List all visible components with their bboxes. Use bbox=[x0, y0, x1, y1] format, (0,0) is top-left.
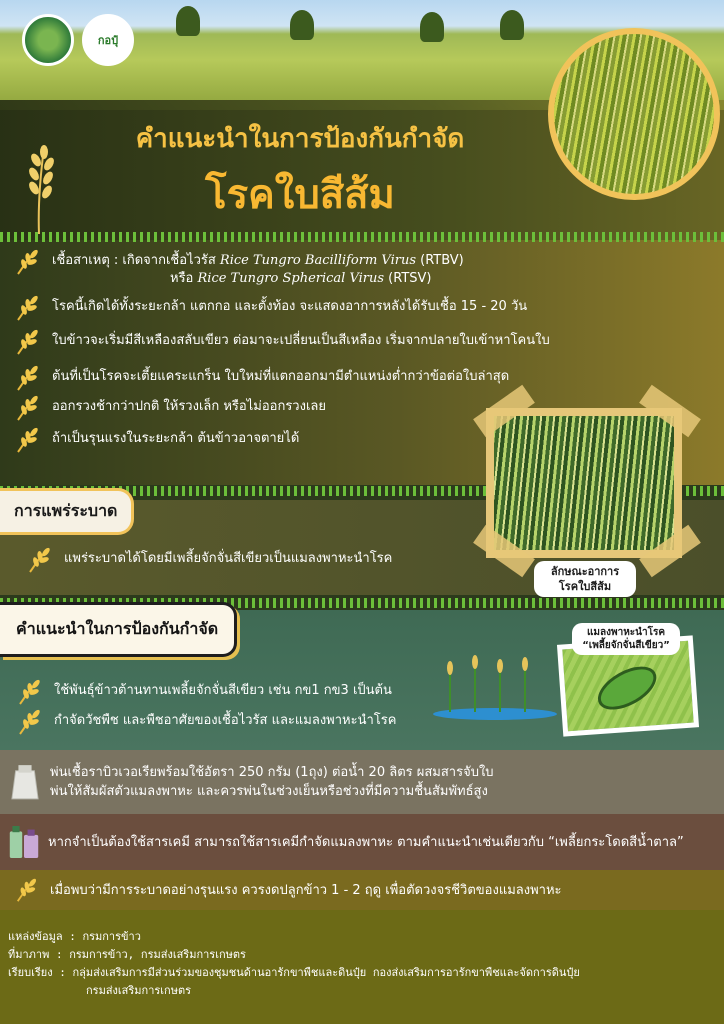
rice-ear-icon bbox=[26, 546, 54, 574]
compiler-label: เรียบเรียง : bbox=[8, 966, 66, 979]
fact-stunted bbox=[14, 364, 509, 392]
rice-ear-icon bbox=[14, 248, 42, 276]
fallow-band bbox=[0, 870, 724, 910]
tree-3 bbox=[420, 12, 444, 42]
chemical-band bbox=[0, 814, 724, 870]
biocontrol-line-1: พ่นเชื้อราบิวเวอเรียพร้อมใช้อัตรา 250 กรัม (1ถุง) ต่อน้ำ 20 ลิตร ผสมสารจับใบ bbox=[50, 765, 494, 780]
prevention-item bbox=[16, 708, 396, 736]
department-logo bbox=[22, 14, 74, 66]
prevention-heading: คำแนะนำในการป้องกันกำจัด bbox=[0, 602, 237, 657]
cause-prefix: เชื้อสาเหตุ : เกิดจากเชื้อไวรัส bbox=[52, 253, 220, 268]
biocontrol-line-2: พ่นให้สัมผัสตัวแมลงพาหะ และควรพ่นในช่วงเย็นหรือช่วงที่มีความชื้นสัมพัทธ์สูง bbox=[50, 784, 488, 799]
rice-ear-icon bbox=[14, 877, 40, 903]
rice-ear-icon bbox=[16, 678, 44, 706]
fact-text: โรคนี้เกิดได้ทั้งระยะกล้า แตกกอ และตั้งท้อง จะแสดงอาการหลังได้รับเชื้อ 15 - 20 วัน bbox=[52, 299, 528, 314]
page-title: คำแนะนำในการป้องกันกำจัด bbox=[135, 124, 465, 154]
rice-ear-decoration bbox=[14, 138, 64, 234]
ministry-logo bbox=[82, 14, 134, 66]
image-credit-value: กรมการข้าว, กรมส่งเสริมการเกษตร bbox=[69, 948, 246, 961]
chemical-text: หากจำเป็นต้องใช้สารเคมี สามารถใช้สารเคมีกำจัดแมลงพาหะ ตามคำแนะนำเช่นเดียวกับ “เพลี้ยกระโดดสีน้ำตาล” bbox=[48, 834, 684, 850]
footer-compiler bbox=[8, 964, 580, 982]
spread-heading: การแพร่ระบาด bbox=[0, 488, 134, 535]
rice-ear-icon bbox=[14, 294, 42, 322]
sack-icon bbox=[10, 763, 40, 801]
virus-abbr-2: (RTSV) bbox=[384, 271, 432, 286]
footer-source bbox=[8, 928, 141, 946]
fact-text: ออกรวงช้ากว่าปกติ ให้รวงเล็ก หรือไม่ออกรวงเลย bbox=[52, 399, 326, 414]
prevention-text: ใช้พันธุ์ข้าวต้านทานเพลี้ยจักจั่นสีเขียว เช่น กข1 กข3 เป็นต้น bbox=[54, 683, 392, 698]
fact-text: ต้นที่เป็นโรคจะเตี้ยแคระแกร็น ใบใหม่ที่แตกออกมามีตำแหน่งต่ำกว่าข้อต่อใบล่าสุด bbox=[52, 369, 510, 384]
leafhopper-caption bbox=[572, 623, 680, 655]
fact-text: ถ้าเป็นรุนแรงในระยะกล้า ต้นข้าวอาจตายได้ bbox=[52, 431, 300, 446]
footer bbox=[0, 910, 724, 1024]
bug-caption-line-1: แมลงพาหะนำโรค bbox=[586, 627, 666, 638]
caption-line-2: โรคใบสีส้ม bbox=[558, 580, 612, 593]
leafhopper-body bbox=[591, 658, 663, 719]
biocontrol-text bbox=[50, 763, 494, 801]
virus-abbr-1: (RTBV) bbox=[416, 253, 464, 268]
page-subtitle: โรคใบสีส้ม bbox=[205, 172, 395, 218]
virus-name-1: Rice Tungro Bacilliform Virus bbox=[219, 253, 416, 268]
cause-or: หรือ bbox=[170, 271, 198, 286]
fact-leaf-color bbox=[14, 328, 550, 356]
fact-severe bbox=[14, 426, 299, 454]
source-label: แหล่งข้อมูล : bbox=[8, 930, 76, 943]
spread-text: แพร่ระบาดได้โดยมีเพลี้ยจักจั่นสีเขียวเป็นแมลงพาหะนำโรค bbox=[64, 551, 393, 566]
tree-4 bbox=[500, 10, 524, 40]
caption-line-1: ลักษณะอาการ bbox=[550, 565, 620, 578]
fact-text: ใบข้าวจะเริ่มมีสีเหลืองสลับเขียว ต่อมาจะเปลี่ยนเป็นสีเหลือง เริ่มจากปลายใบเข้าหาโคนใบ bbox=[52, 333, 550, 348]
rice-field-circle-photo bbox=[548, 28, 720, 200]
chemical-bottle-icon bbox=[8, 824, 40, 860]
bug-caption-line-2: “เพลี้ยจักจั่นสีเขียว” bbox=[582, 640, 670, 651]
rice-ear-icon bbox=[14, 394, 42, 422]
logo-text: กอปุ๋ bbox=[97, 34, 119, 47]
rice-ear-icon bbox=[14, 426, 42, 454]
fact-stage bbox=[14, 294, 527, 322]
rice-seedlings-illustration bbox=[430, 650, 560, 722]
rice-ear-icon bbox=[14, 328, 42, 356]
prevention-item bbox=[16, 678, 392, 706]
source-value: กรมการข้าว bbox=[82, 930, 141, 943]
prevention-text: กำจัดวัชพืช และพืชอาศัยของเชื้อไวรัส และแมลงพาหะนำโรค bbox=[54, 713, 397, 728]
compiler-value-2: กรมส่งเสริมการเกษตร bbox=[86, 984, 192, 997]
tree-2 bbox=[290, 10, 314, 40]
spread-item bbox=[26, 546, 392, 574]
virus-name-2: Rice Tungro Spherical Virus bbox=[197, 271, 385, 286]
rice-ear-icon bbox=[14, 364, 42, 392]
image-credit-label: ที่มาภาพ : bbox=[8, 948, 63, 961]
fact-panicle bbox=[14, 394, 326, 422]
tree-1 bbox=[176, 6, 200, 36]
footer-image-credit bbox=[8, 946, 246, 964]
symptom-photo-caption bbox=[534, 561, 636, 597]
compiler-value-1: กลุ่มส่งเสริมการมีส่วนร่วมของชุมชนด้านอารักขาพืชและดินปุ๋ย กองส่งเสริมการอารักขาพืชและจัดการดินปุ๋ย bbox=[72, 966, 580, 979]
rice-ear-icon bbox=[16, 708, 44, 736]
biocontrol-band bbox=[0, 750, 724, 814]
footer-compiler-cont bbox=[86, 982, 191, 1000]
fact-cause bbox=[14, 248, 464, 288]
symptom-photo bbox=[486, 408, 682, 558]
fallow-text: เมื่อพบว่ามีการระบาดอย่างรุนแรง ควรงดปลูกข้าว 1 - 2 ฤดู เพื่อตัดวงจรชีวิตของแมลงพาหะ bbox=[50, 882, 562, 898]
grass-divider bbox=[0, 232, 724, 242]
